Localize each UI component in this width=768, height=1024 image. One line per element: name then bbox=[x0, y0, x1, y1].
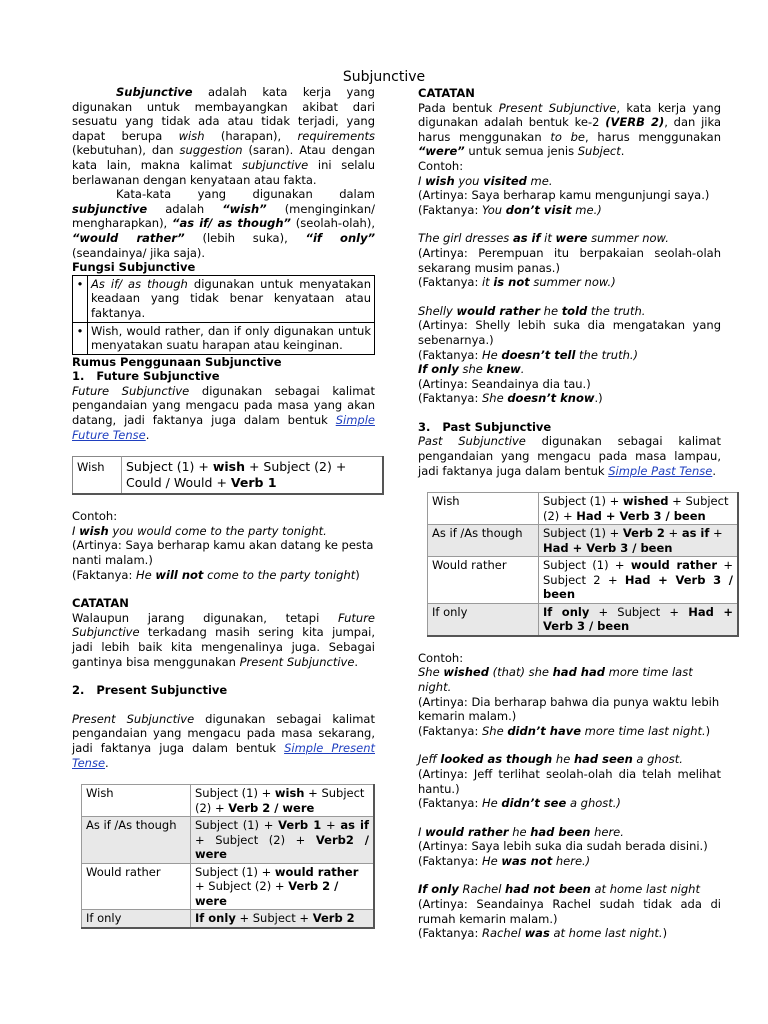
example-meaning: (Artinya: Seandainya dia tau.) bbox=[418, 376, 591, 391]
formula-verb: Verb 2 bbox=[312, 911, 355, 926]
formula-key-word: If only bbox=[543, 604, 590, 619]
future-text: . bbox=[145, 427, 150, 442]
fact-text: He bbox=[481, 796, 502, 811]
catatan-were: “were” bbox=[418, 144, 465, 159]
ex-text: he bbox=[552, 752, 574, 767]
fact-text: it bbox=[481, 275, 494, 290]
present-text: digunakan sebagai kalimat pengandaian yang mengacu pada masa sekarang, jadi faktanya juga dalam bentuk bbox=[72, 711, 375, 755]
kata-text: Kata-kata yang digunakan dalam bbox=[116, 187, 375, 202]
formula-verb: Verb 2 / were bbox=[228, 800, 315, 815]
formula-row-as-if bbox=[428, 525, 739, 557]
formula-key: Would rather bbox=[82, 863, 191, 910]
fact-text: (Faktanya: bbox=[418, 723, 482, 738]
kata-wish: “wish” bbox=[222, 201, 267, 216]
formula-text: + bbox=[321, 818, 341, 833]
example-sentence bbox=[418, 752, 721, 767]
fact-text: You bbox=[481, 202, 506, 217]
fact-key: was not bbox=[501, 853, 553, 868]
formula-key: Wish bbox=[82, 785, 191, 817]
formula-text: + Subject + bbox=[235, 911, 313, 926]
ex-text: you would come to the party tonight. bbox=[108, 523, 327, 538]
past-description bbox=[418, 434, 721, 478]
catatan-text: terkadang masih sering kita jumpai, jadi lebih baik kita mengenalinya juga. Sebagai gantinya bisa menggunakan bbox=[72, 625, 375, 669]
present-heading: 2. Present Subjunctive bbox=[72, 683, 228, 698]
example-fact bbox=[418, 391, 721, 406]
catatan-term: Subject bbox=[577, 144, 621, 159]
formula-row-wish bbox=[82, 785, 375, 817]
ex-key: wish bbox=[79, 523, 109, 538]
example-fact bbox=[418, 926, 721, 941]
present-formula-table bbox=[81, 784, 375, 929]
catatan-term: to be bbox=[550, 129, 585, 144]
formula-key-word: as if bbox=[340, 818, 370, 833]
fact-text: (Faktanya: bbox=[418, 926, 482, 941]
ex-key: looked as though bbox=[440, 752, 553, 767]
ex-key: visited bbox=[483, 173, 527, 188]
example-sentence bbox=[418, 174, 721, 189]
example-meaning: (Artinya: Shelly lebih suka dia mengatakan yang sebenarnya.) bbox=[418, 318, 721, 347]
example-fact bbox=[418, 275, 721, 290]
catatan-heading: CATATAN bbox=[418, 86, 475, 100]
fact-text: summer now.) bbox=[529, 275, 616, 290]
ex-key: had not been bbox=[505, 882, 591, 897]
ex-key: had seen bbox=[573, 752, 633, 767]
left-column bbox=[72, 85, 375, 929]
fungsi-row bbox=[73, 275, 375, 322]
formula-verb: Verb2 / were bbox=[195, 832, 369, 862]
formula-text: + Subject (2) + bbox=[543, 494, 729, 523]
fact-key: is not bbox=[493, 275, 530, 290]
formula-key: As if /As though bbox=[82, 817, 191, 864]
formula-value bbox=[122, 457, 384, 495]
kata-subjunctive: subjunctive bbox=[72, 201, 148, 216]
example-fact bbox=[418, 203, 721, 218]
ex-text: at home last night bbox=[590, 882, 700, 897]
intro-text: (saran). Atau dengan kata lain, makna kalimat bbox=[72, 143, 375, 172]
fact-key: doesn’t know bbox=[507, 391, 595, 406]
past-text: digunakan sebagai kalimat pengandaian yang mengacu pada masa lampau, jadi faktanya juga dalam bentuk bbox=[418, 434, 721, 478]
ex-key: had had bbox=[552, 665, 605, 680]
formula-row-would-rather bbox=[82, 863, 375, 910]
fact-text: .) bbox=[594, 391, 603, 406]
ex-text: Shelly bbox=[418, 303, 457, 318]
fact-key: doesn’t tell bbox=[501, 347, 576, 362]
formula-verb: Had + Verb 3 / been bbox=[576, 508, 706, 523]
fact-text: (Faktanya: bbox=[418, 202, 482, 217]
fact-text: a ghost.) bbox=[566, 796, 621, 811]
page-title: Subjunctive bbox=[342, 69, 426, 85]
intro-term: Subjunctive bbox=[116, 85, 193, 99]
kata-text: (seolah-olah), bbox=[290, 216, 375, 231]
simple-future-link[interactable]: Simple Future Tense bbox=[72, 413, 375, 442]
formula-value bbox=[191, 817, 375, 864]
ex-text: I bbox=[418, 173, 426, 188]
ex-text: Rachel bbox=[458, 882, 506, 897]
example-fact bbox=[418, 348, 721, 363]
right-column bbox=[418, 86, 734, 941]
catatan-text: , dan jika harus menggunakan bbox=[418, 115, 721, 144]
intro-text: ini selalu berlawanan dengan kenyataan atau fakta. bbox=[72, 157, 375, 187]
fact-text: He bbox=[135, 567, 156, 582]
ex-text: . bbox=[520, 362, 525, 377]
fact-key: didn’t see bbox=[501, 796, 567, 811]
past-formula-table bbox=[427, 492, 739, 637]
formula-value bbox=[191, 910, 375, 928]
fact-text: ) bbox=[662, 926, 668, 941]
fungsi-table bbox=[72, 275, 375, 355]
example-meaning: (Artinya: Seandainya Rachel sudah tidak ada di rumah kemarin malam.) bbox=[418, 897, 721, 926]
ex-text: she bbox=[458, 362, 487, 377]
kata-would-rather: “would rather” bbox=[72, 230, 185, 245]
kata-text: (menginginkan/ mengharapkan), bbox=[72, 201, 375, 231]
ex-key: as if bbox=[512, 231, 541, 246]
example-fact bbox=[418, 724, 721, 739]
formula-text: + Subject (2) + Could / Would + bbox=[126, 459, 347, 491]
formula-row-as-if bbox=[82, 817, 375, 864]
formula-text: + Subject + bbox=[589, 604, 689, 619]
fact-text: the truth.) bbox=[575, 347, 639, 362]
simple-present-link[interactable]: Simple Present Tense bbox=[72, 740, 375, 770]
example-meaning: (Artinya: Saya berharap kamu akan datang ke pesta nanti malam.) bbox=[72, 538, 374, 568]
formula-text: Subject (1) + bbox=[543, 558, 631, 573]
formula-key-word: as if bbox=[681, 526, 710, 541]
example-meaning: (Artinya: Saya berharap kamu mengunjungi saya.) bbox=[418, 188, 710, 203]
formula-key-word: would rather bbox=[274, 864, 359, 879]
fungsi-text: digunakan untuk menyatakan keadaan yang tidak benar kenyataan atau faktanya. bbox=[91, 276, 371, 320]
ex-key: If only bbox=[418, 362, 459, 377]
formula-key: If only bbox=[82, 910, 191, 928]
ex-text: you bbox=[454, 173, 484, 188]
ex-key: wished bbox=[443, 665, 489, 680]
catatan-term: Future Subjunctive bbox=[72, 610, 375, 640]
example-fact bbox=[72, 568, 375, 583]
ex-text: me. bbox=[526, 173, 553, 188]
fungsi-heading: Fungsi Subjunctive bbox=[72, 260, 196, 275]
fact-text: ) bbox=[705, 723, 711, 738]
formula-value bbox=[539, 525, 739, 557]
catatan-paragraph bbox=[418, 101, 721, 159]
example-sentence bbox=[418, 304, 721, 319]
formula-text: Subject (1) + bbox=[543, 494, 623, 509]
catatan-text: , harus menggunakan bbox=[585, 129, 721, 144]
fact-text: (Faktanya: bbox=[418, 796, 482, 811]
ex-text: the truth. bbox=[587, 303, 646, 318]
formula-wish: wish bbox=[212, 459, 246, 475]
formula-row-if-only bbox=[428, 603, 739, 636]
ex-key: would rather bbox=[425, 824, 509, 839]
example-meaning: (Artinya: Dia berharap bahwa dia punya waktu lebih kemarin malam.) bbox=[418, 694, 720, 724]
fungsi-row bbox=[73, 322, 375, 354]
past-term: Past Subjunctive bbox=[418, 434, 526, 449]
kata-paragraph bbox=[72, 187, 375, 260]
ex-text: it bbox=[540, 231, 556, 246]
ex-text: here. bbox=[590, 824, 624, 839]
past-heading: 3. Past Subjunctive bbox=[418, 419, 552, 434]
fact-text: She bbox=[481, 723, 508, 738]
bullet: • bbox=[73, 322, 88, 354]
ex-key: wish bbox=[425, 173, 455, 188]
fact-text: at home last night. bbox=[549, 926, 663, 941]
example-sentence bbox=[418, 882, 721, 897]
ex-key: knew bbox=[486, 362, 521, 377]
example-sentence bbox=[418, 362, 721, 377]
fact-text: me.) bbox=[571, 202, 602, 217]
formula-verb: Verb 1 bbox=[230, 475, 277, 491]
kata-text: adalah bbox=[147, 201, 223, 216]
example-meaning: (Artinya: Jeff terlihat seolah-olah dia telah melihat hantu.) bbox=[418, 766, 721, 796]
future-term: Future Subjunctive bbox=[72, 383, 190, 398]
formula-row-would-rather bbox=[428, 557, 739, 604]
fact-key: don’t visit bbox=[505, 202, 572, 217]
example-fact bbox=[418, 854, 721, 869]
contoh-label: Contoh: bbox=[418, 158, 464, 173]
intro-text: adalah kata kerja yang digunakan untuk membayangkan akibat dari sesuatu yang tidak ada atau tidak terjadi, yang dapat berupa bbox=[72, 85, 375, 143]
formula-verb: Had + Verb 3 / been bbox=[543, 604, 733, 634]
ex-text: he bbox=[540, 303, 562, 318]
fact-text: (Faktanya: bbox=[418, 275, 482, 290]
formula-key-word: wish bbox=[274, 786, 305, 801]
ex-text: more time last night. bbox=[418, 665, 693, 694]
catatan-text: . bbox=[354, 654, 359, 669]
contoh-label: Contoh: bbox=[72, 509, 118, 524]
catatan-text: , kata kerja yang digunakan adalah bentuk ke-2 bbox=[418, 100, 721, 130]
formula-text: Subject (1) + bbox=[195, 864, 275, 879]
formula-text: + Subject (2) + bbox=[195, 879, 289, 894]
ex-text: She bbox=[418, 665, 444, 680]
rumus-heading: Rumus Penggunaan Subjunctive bbox=[72, 354, 282, 369]
formula-verb: Had + Verb 3 / been bbox=[543, 540, 673, 555]
fact-key: will not bbox=[155, 567, 204, 582]
intro-text: (harapan), bbox=[204, 128, 298, 143]
catatan-term: Present Subjunctive bbox=[498, 100, 617, 115]
fungsi-cell: Wish, would rather, dan if only digunakan untuk menyatakan suatu harapan atau keinginan. bbox=[88, 322, 375, 354]
future-text: digunakan sebagai kalimat pengandaian yang mengacu pada masa yang akan datang, jadi faktanya juga dalam bentuk bbox=[72, 383, 375, 428]
ex-text: a ghost. bbox=[632, 752, 683, 767]
formula-key: Wish bbox=[428, 493, 539, 525]
formula-key: If only bbox=[428, 603, 539, 636]
example-meaning: (Artinya: Perempuan itu berpakaian seolah-olah sekarang musim panas.) bbox=[418, 245, 721, 275]
example-sentence bbox=[72, 524, 375, 539]
ex-text: Jeff bbox=[418, 752, 441, 767]
fact-text: (Faktanya: bbox=[418, 853, 482, 868]
fact-text: more time last night. bbox=[581, 723, 706, 738]
future-formula-table bbox=[72, 456, 384, 495]
catatan-term: Present Subjunctive bbox=[239, 654, 355, 669]
formula-key-word: wished bbox=[622, 494, 669, 509]
ex-text: (that) she bbox=[488, 665, 553, 680]
fact-text: (Faktanya: bbox=[72, 567, 136, 582]
fungsi-cell bbox=[88, 275, 375, 322]
intro-suggestion: suggestion bbox=[179, 143, 243, 158]
kata-if-only: “if only” bbox=[305, 230, 375, 245]
formula-row-if-only bbox=[82, 910, 375, 928]
fact-text: come to the party tonight bbox=[203, 567, 356, 582]
intro-requirements: requirements bbox=[297, 128, 375, 143]
kata-text: (seandainya/ jika saja). bbox=[72, 245, 206, 260]
formula-text: + Subject 2 + bbox=[543, 558, 734, 587]
formula-text: Subject (1) + bbox=[195, 786, 275, 801]
formula-text: Subject (1) + bbox=[126, 459, 213, 475]
example-sentence bbox=[418, 231, 721, 246]
formula-text: Subject (1) + bbox=[195, 818, 279, 833]
ex-key: were bbox=[555, 231, 588, 246]
ex-text: The girl dresses bbox=[418, 231, 513, 246]
ex-text: he bbox=[508, 824, 531, 839]
catatan-verb2: (VERB 2) bbox=[605, 115, 665, 130]
fact-text: ) bbox=[355, 567, 360, 582]
formula-text: + bbox=[664, 526, 682, 541]
bullet: • bbox=[73, 275, 88, 322]
ex-text: summer now. bbox=[587, 231, 669, 246]
contoh-label: Contoh: bbox=[418, 650, 464, 665]
fungsi-term: As if/ as though bbox=[91, 276, 188, 291]
example-sentence bbox=[418, 825, 721, 840]
simple-past-link[interactable]: Simple Past Tense bbox=[608, 463, 713, 478]
present-term: Present Subjunctive bbox=[72, 711, 195, 726]
formula-text: + Subject (2) + bbox=[195, 832, 316, 847]
example-meaning: (Artinya: Saya lebih suka dia sudah berada disini.) bbox=[418, 839, 708, 854]
ex-text: I bbox=[418, 824, 426, 839]
intro-paragraph bbox=[72, 85, 375, 187]
future-description bbox=[72, 384, 375, 442]
fact-text: She bbox=[481, 391, 508, 406]
formula-text: Subject (1) + bbox=[543, 526, 623, 541]
fact-text: (Faktanya: bbox=[418, 391, 482, 406]
kata-as-if: “as if/ as though” bbox=[172, 216, 291, 231]
formula-value bbox=[539, 493, 739, 525]
formula-verb: Verb 2 bbox=[622, 526, 665, 541]
formula-value bbox=[191, 785, 375, 817]
fact-text: (Faktanya: bbox=[418, 347, 482, 362]
ex-text: I bbox=[72, 523, 80, 538]
formula-row bbox=[73, 457, 384, 495]
formula-value bbox=[539, 557, 739, 604]
formula-text: + bbox=[709, 526, 723, 541]
formula-key: Wish bbox=[73, 457, 122, 495]
kata-text: (lebih suka), bbox=[184, 230, 306, 245]
formula-verb: Had + Verb 3 / been bbox=[543, 572, 733, 602]
present-description bbox=[72, 712, 375, 770]
formula-key: Would rather bbox=[428, 557, 539, 604]
formula-value bbox=[191, 863, 375, 910]
formula-key-word: would rather bbox=[630, 558, 718, 573]
fact-text: He bbox=[481, 853, 502, 868]
formula-verb: Verb 2 / were bbox=[195, 879, 339, 908]
intro-wish: wish bbox=[178, 128, 205, 143]
formula-row-wish bbox=[428, 493, 739, 525]
ex-key: had been bbox=[530, 824, 591, 839]
catatan-text: Pada bentuk bbox=[418, 100, 499, 115]
ex-key: would rather bbox=[456, 303, 540, 318]
catatan-text: Walaupun jarang digunakan, tetapi bbox=[72, 610, 338, 625]
catatan-text: untuk semua jenis bbox=[464, 144, 578, 159]
catatan-paragraph bbox=[72, 611, 375, 669]
formula-verb: Verb 1 bbox=[278, 818, 322, 833]
fact-text: Rachel bbox=[481, 926, 525, 941]
ex-key: told bbox=[561, 303, 588, 318]
present-text: . bbox=[105, 755, 109, 770]
fact-key: didn’t have bbox=[507, 723, 582, 738]
fact-text: here.) bbox=[552, 853, 591, 868]
formula-key: As if /As though bbox=[428, 525, 539, 557]
catatan-heading: CATATAN bbox=[72, 596, 129, 611]
intro-subjunctive: subjunctive bbox=[241, 157, 309, 172]
past-text: . bbox=[712, 463, 716, 478]
intro-text: (kebutuhan), dan bbox=[72, 143, 180, 158]
fact-key: was bbox=[524, 926, 550, 941]
formula-text: + Subject (2) + bbox=[195, 786, 365, 815]
example-sentence bbox=[418, 665, 721, 694]
example-fact bbox=[418, 796, 721, 811]
catatan-text: . bbox=[620, 144, 625, 159]
formula-key-word: If only bbox=[195, 911, 236, 926]
ex-key: If only bbox=[418, 882, 459, 897]
fact-text: He bbox=[481, 347, 502, 362]
future-heading: 1. Future Subjunctive bbox=[72, 369, 220, 384]
formula-value bbox=[539, 603, 739, 636]
